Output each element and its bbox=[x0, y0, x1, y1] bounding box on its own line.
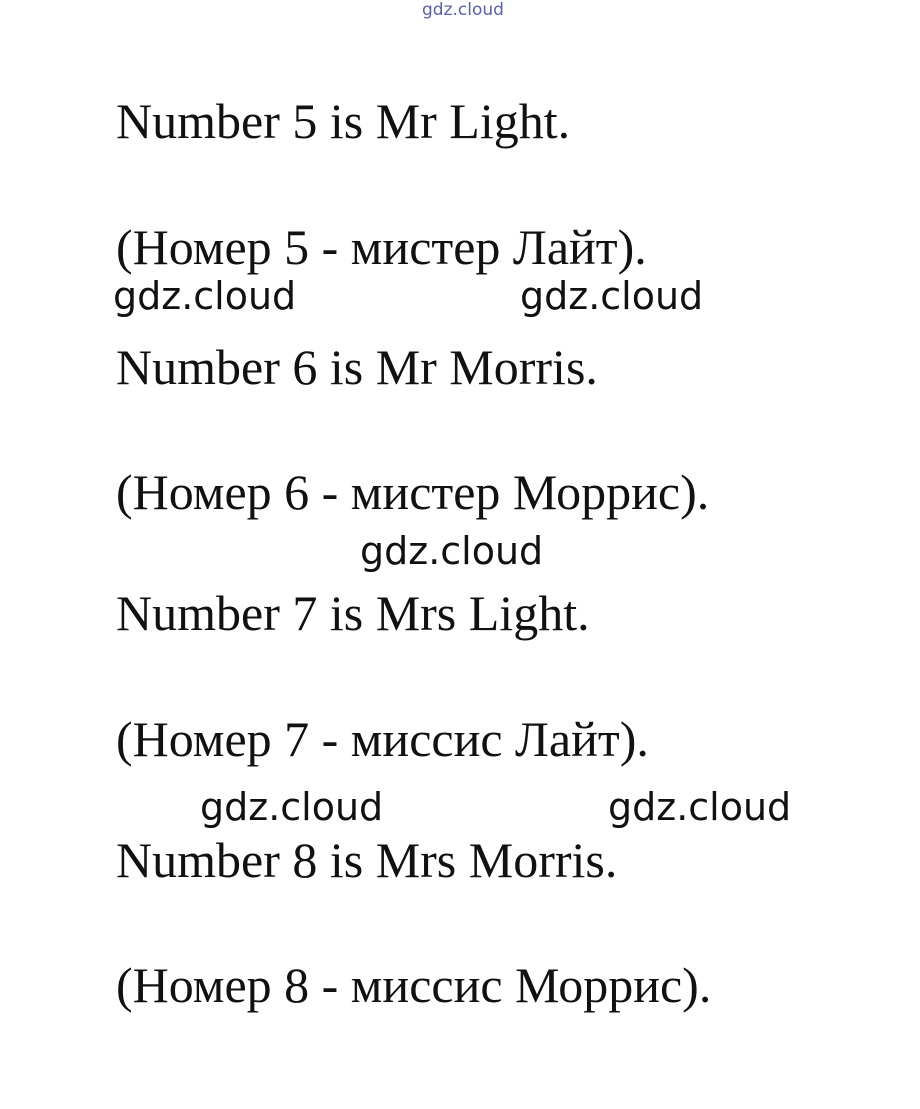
text-line-number-6-translation: (Номер 6 - мистер Моррис). bbox=[116, 464, 710, 520]
watermark: gdz.cloud bbox=[608, 785, 792, 829]
text-line-number-6: Number 6 is Mr Morris. bbox=[116, 339, 598, 395]
watermark-top: gdz.cloud bbox=[422, 0, 504, 20]
watermark: gdz.cloud bbox=[113, 274, 297, 318]
text-line-number-8-translation: (Номер 8 - миссис Моррис). bbox=[116, 957, 712, 1013]
watermark: gdz.cloud bbox=[200, 785, 384, 829]
text-line-number-5-translation: (Номер 5 - мистер Лайт). bbox=[116, 219, 647, 275]
text-line-number-7-translation: (Номер 7 - миссис Лайт). bbox=[116, 711, 649, 767]
watermark: gdz.cloud bbox=[360, 529, 544, 573]
text-line-number-7: Number 7 is Mrs Light. bbox=[116, 585, 590, 641]
text-line-number-5: Number 5 is Mr Light. bbox=[116, 93, 571, 149]
watermark: gdz.cloud bbox=[520, 274, 704, 318]
text-line-number-8: Number 8 is Mrs Morris. bbox=[116, 832, 618, 888]
